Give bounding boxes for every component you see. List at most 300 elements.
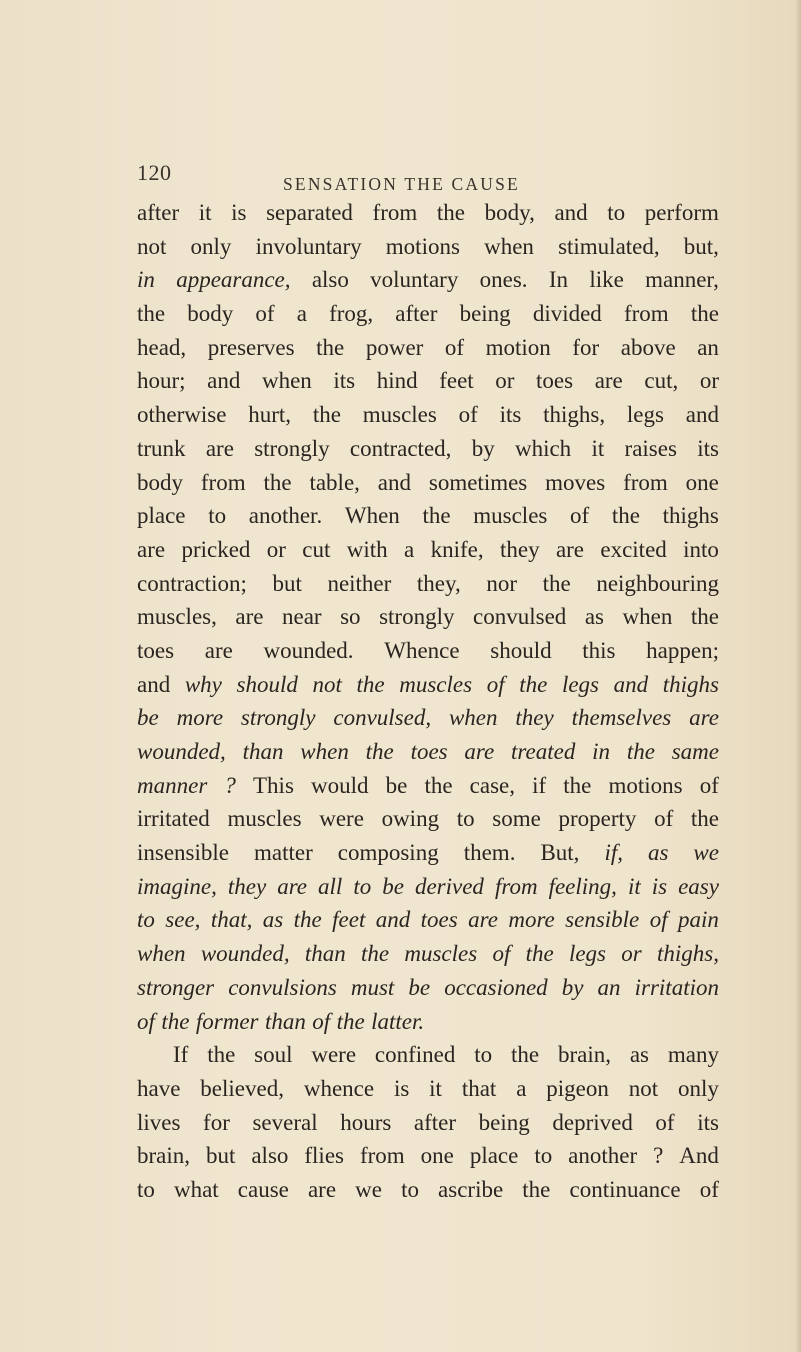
word: only xyxy=(678,1075,719,1101)
italic-word: the xyxy=(161,1008,190,1034)
text-line xyxy=(137,701,719,735)
word: of xyxy=(699,772,719,798)
italic-word: they xyxy=(515,705,554,731)
italic-word: are xyxy=(277,873,308,899)
italic-word: same xyxy=(671,739,719,764)
word: several xyxy=(252,1109,318,1135)
word: insensible xyxy=(137,840,229,866)
word: and xyxy=(554,200,588,225)
word: are xyxy=(235,604,264,630)
word: many xyxy=(667,1042,719,1068)
word: cut, xyxy=(644,368,679,394)
word: irritated xyxy=(137,806,210,832)
word: what xyxy=(173,1176,219,1202)
word: feet xyxy=(439,368,474,394)
word: cause xyxy=(237,1176,289,1202)
italic-word: see, xyxy=(165,907,201,933)
word: the xyxy=(422,503,451,529)
word: so xyxy=(340,604,361,630)
word: owing xyxy=(381,806,440,832)
italic-word: easy xyxy=(678,873,719,899)
word: are xyxy=(594,368,623,394)
word: or xyxy=(266,536,286,562)
italic-word: legs xyxy=(561,671,600,697)
word: place xyxy=(469,1143,519,1169)
text-line xyxy=(137,533,719,567)
word: another. xyxy=(248,503,323,529)
word: one xyxy=(685,469,719,495)
text-line xyxy=(137,836,719,870)
word: In xyxy=(548,267,569,293)
word: after xyxy=(413,1109,457,1135)
word: as xyxy=(584,604,604,630)
italic-word: feeling, xyxy=(548,873,617,899)
italic-word: when xyxy=(300,739,349,764)
word: if xyxy=(532,772,547,798)
word: whence xyxy=(303,1075,375,1101)
italic-word: than xyxy=(242,739,284,764)
word: with xyxy=(346,536,388,562)
italic-word: as xyxy=(647,840,669,866)
italic-word: manner xyxy=(137,772,208,798)
word: its xyxy=(333,368,356,394)
word: nor xyxy=(486,570,518,596)
word: brain, xyxy=(557,1042,611,1068)
word: stimulated, xyxy=(558,233,660,259)
italic-word: treated xyxy=(511,739,576,764)
word: trunk xyxy=(137,435,186,461)
word: are xyxy=(307,1176,337,1202)
word: after xyxy=(395,301,438,327)
word: of xyxy=(655,1109,675,1135)
word: they, xyxy=(416,570,461,596)
word: when xyxy=(261,368,312,394)
italic-word: the xyxy=(336,1008,365,1034)
word: should xyxy=(490,637,552,663)
word: also xyxy=(311,267,349,293)
text-line xyxy=(137,735,719,769)
italic-word: irritation xyxy=(634,974,719,1000)
italic-word: an xyxy=(597,974,621,1000)
text-line xyxy=(137,1139,719,1173)
word: from xyxy=(623,301,669,327)
word: from xyxy=(372,200,418,225)
word: hind xyxy=(376,368,418,394)
word: legs xyxy=(626,402,664,428)
italic-word: if, xyxy=(604,840,623,866)
word: also xyxy=(251,1143,289,1169)
word: excited xyxy=(600,536,667,562)
italic-word: ? xyxy=(224,772,236,798)
word: If xyxy=(173,1042,189,1068)
word: the xyxy=(563,772,592,798)
word: contracted, xyxy=(349,435,452,461)
word: the xyxy=(690,806,719,832)
word: flies xyxy=(304,1143,344,1169)
word: they xyxy=(499,536,540,562)
word: ascribe xyxy=(438,1176,504,1202)
italic-word: appearance, xyxy=(176,267,291,293)
word: a xyxy=(296,301,307,327)
running-head: SENSATION THE CAUSE xyxy=(283,174,520,194)
word: to xyxy=(534,1143,553,1169)
word: for xyxy=(203,1109,230,1135)
text-line xyxy=(137,1106,719,1140)
word: moves xyxy=(545,469,606,495)
italic-word: more xyxy=(176,705,224,731)
word: body xyxy=(137,469,183,495)
word: table, xyxy=(309,469,360,495)
word: ? xyxy=(653,1143,664,1169)
italic-word: or xyxy=(621,941,642,967)
word: happen; xyxy=(646,637,719,663)
text-line xyxy=(137,466,719,500)
word: case, xyxy=(469,772,515,798)
italic-word: should xyxy=(236,671,298,697)
word: raises xyxy=(624,435,677,461)
italic-word: from xyxy=(494,873,538,899)
italic-word: convulsed, xyxy=(333,705,432,731)
word: a xyxy=(404,536,415,562)
italic-word: we xyxy=(693,840,719,866)
word: is xyxy=(231,200,247,225)
italic-word: the xyxy=(365,739,394,764)
word: separated xyxy=(266,200,353,225)
word: Whence xyxy=(384,637,460,663)
word: to xyxy=(474,1042,493,1068)
word: frog, xyxy=(329,301,374,327)
word: from xyxy=(359,1143,405,1169)
text-line xyxy=(137,1072,719,1106)
word: and xyxy=(377,469,411,495)
italic-word: are xyxy=(689,705,719,731)
italic-word: imagine, xyxy=(137,873,217,899)
italic-word: by xyxy=(561,974,584,1000)
italic-word: pain xyxy=(677,907,719,933)
word: from xyxy=(200,469,246,495)
word: This xyxy=(253,772,294,798)
word: head, xyxy=(137,334,187,360)
italic-word: be xyxy=(408,974,431,1000)
word: we xyxy=(355,1176,382,1202)
word: And xyxy=(679,1143,719,1169)
word: the xyxy=(510,1042,540,1068)
text-line xyxy=(137,230,719,264)
italic-word: be xyxy=(137,705,159,731)
word: toes xyxy=(536,368,574,394)
italic-word: to xyxy=(137,907,155,933)
word: them. xyxy=(463,840,516,866)
word: toes xyxy=(137,637,175,663)
word: it xyxy=(198,200,212,225)
word: into xyxy=(683,536,719,562)
word: brain, xyxy=(137,1143,191,1169)
word: motion xyxy=(485,334,551,360)
italic-word: legs xyxy=(568,941,607,967)
word: preserves xyxy=(207,334,295,360)
italic-word: all xyxy=(318,873,343,899)
italic-word: why xyxy=(184,671,222,697)
italic-word: former xyxy=(195,1008,259,1034)
text-line xyxy=(137,600,719,634)
word: confined xyxy=(374,1042,456,1068)
word: this xyxy=(582,637,616,663)
word: neighbouring xyxy=(596,570,719,596)
text-line xyxy=(137,1005,719,1039)
word: but xyxy=(205,1143,236,1169)
italic-word: in xyxy=(592,739,611,764)
word: another xyxy=(568,1143,638,1169)
word: the xyxy=(312,402,341,428)
italic-word: strongly xyxy=(240,705,316,731)
word: and xyxy=(685,402,719,428)
text-line xyxy=(137,331,719,365)
word: continuance xyxy=(569,1176,681,1202)
word: property xyxy=(558,806,637,832)
word: muscles, xyxy=(137,604,217,630)
word: strongly xyxy=(254,435,330,461)
word: after xyxy=(137,200,180,225)
word: the xyxy=(263,469,292,495)
word: involuntary xyxy=(255,233,362,259)
word: strongly xyxy=(379,604,455,630)
word: motions xyxy=(608,772,683,798)
word: thighs, xyxy=(543,402,606,428)
word: power xyxy=(365,334,424,360)
italic-word: of xyxy=(486,671,505,697)
italic-word: must xyxy=(350,974,395,1000)
italic-word: when xyxy=(137,941,186,967)
italic-word: toes xyxy=(420,907,458,933)
body-text xyxy=(137,196,719,1207)
word: the xyxy=(424,772,453,798)
word: pigeon xyxy=(546,1075,609,1101)
text-line xyxy=(137,364,719,398)
italic-word: are xyxy=(468,907,498,933)
italic-word: of xyxy=(137,1008,155,1034)
word: matter xyxy=(254,840,313,866)
word: not xyxy=(628,1075,659,1101)
italic-word: when xyxy=(448,705,498,731)
italic-word: sensible xyxy=(565,907,640,933)
word: motions xyxy=(385,233,460,259)
word: convulsed xyxy=(473,604,567,630)
word: that xyxy=(461,1075,497,1101)
italic-word: derived xyxy=(414,873,484,899)
text-line xyxy=(137,297,719,331)
word: muscles xyxy=(227,806,302,832)
italic-word: wounded, xyxy=(137,739,226,764)
word: when xyxy=(484,233,534,259)
page-number: 120 xyxy=(137,160,172,185)
word: neither xyxy=(327,570,392,596)
word: divided xyxy=(532,301,602,327)
italic-word: they xyxy=(227,873,267,899)
text-line xyxy=(137,432,719,466)
word: for xyxy=(572,334,600,360)
text-line xyxy=(137,567,719,601)
word: only xyxy=(190,233,232,259)
word: were xyxy=(311,1042,357,1068)
italic-word: and xyxy=(375,907,411,933)
word: were xyxy=(319,806,364,832)
word: but xyxy=(272,570,302,596)
italic-word: in xyxy=(137,267,155,293)
word: believed, xyxy=(200,1075,284,1101)
word: of xyxy=(654,806,674,832)
word: manner, xyxy=(645,267,719,293)
word: be xyxy=(385,772,408,798)
word: a xyxy=(516,1075,527,1101)
word: deprived xyxy=(552,1109,633,1135)
word: the xyxy=(207,1042,236,1068)
word: the xyxy=(542,570,571,596)
text-line xyxy=(137,263,719,297)
word: is xyxy=(393,1075,410,1101)
italic-word: as xyxy=(262,907,284,933)
word: wounded. xyxy=(263,637,354,663)
word: the xyxy=(611,503,640,529)
word: muscles xyxy=(473,503,548,529)
word: of xyxy=(255,301,275,327)
word: place xyxy=(137,503,186,529)
word: by xyxy=(471,435,495,461)
italic-word: the xyxy=(626,739,655,764)
italic-word: thighs xyxy=(662,671,719,697)
word: lives xyxy=(137,1109,181,1135)
word: its xyxy=(697,1109,719,1135)
word: an xyxy=(697,334,719,360)
text-line xyxy=(137,769,719,803)
word: above xyxy=(620,334,676,360)
word: are xyxy=(555,536,585,562)
italic-word: to xyxy=(353,873,372,899)
word: not xyxy=(137,233,167,259)
italic-word: the xyxy=(356,671,385,697)
word: soul xyxy=(254,1042,293,1068)
italic-word: muscles xyxy=(404,941,478,967)
text-line xyxy=(137,870,719,904)
word: voluntary xyxy=(370,267,459,293)
italic-word: feet xyxy=(332,907,366,933)
word: ones. xyxy=(479,267,528,293)
italic-word: stronger xyxy=(137,974,215,1000)
italic-word: themselves xyxy=(571,705,672,731)
word: hurt, xyxy=(248,402,292,428)
word: the xyxy=(137,301,166,327)
word: of xyxy=(458,402,478,428)
word: pricked xyxy=(181,536,251,562)
word: are xyxy=(137,536,166,562)
italic-word: not xyxy=(312,671,342,697)
word: it xyxy=(429,1075,442,1101)
italic-word: that, xyxy=(210,907,253,933)
italic-word: occasioned xyxy=(444,974,548,1000)
word: to xyxy=(456,806,475,832)
word: some xyxy=(492,806,541,832)
text-line xyxy=(137,802,719,836)
text-line xyxy=(137,903,719,937)
word: to xyxy=(208,503,227,529)
italic-word: of xyxy=(649,907,668,933)
word: muscles xyxy=(362,402,437,428)
word: but, xyxy=(683,233,719,259)
word: as xyxy=(629,1042,649,1068)
word: its xyxy=(499,402,522,428)
italic-word: convulsions xyxy=(228,974,337,1000)
word: knife, xyxy=(430,536,484,562)
text-line xyxy=(137,634,719,668)
italic-word: latter. xyxy=(371,1008,425,1034)
italic-word: thighs, xyxy=(656,941,719,967)
italic-word: the xyxy=(519,671,548,697)
word: are xyxy=(205,435,234,461)
word: which xyxy=(514,435,572,461)
word: composing xyxy=(337,840,439,866)
word: body xyxy=(187,301,234,327)
word: body, xyxy=(484,200,535,225)
word: when xyxy=(622,604,673,630)
word: the xyxy=(436,200,465,225)
word: sometimes xyxy=(428,469,528,495)
italic-word: than xyxy=(304,941,346,967)
italic-word: is xyxy=(651,873,668,899)
word: from xyxy=(623,469,668,495)
word: have xyxy=(137,1075,181,1101)
text-line xyxy=(137,1038,719,1072)
text-line xyxy=(137,1173,719,1207)
italic-word: of xyxy=(492,941,511,967)
text-line xyxy=(137,398,719,432)
word: being xyxy=(459,301,511,327)
italic-word: toes xyxy=(410,739,448,764)
italic-word: are xyxy=(464,739,495,764)
word: and xyxy=(207,368,241,394)
word: contraction; xyxy=(137,570,247,596)
word: or xyxy=(699,368,719,394)
word: thighs xyxy=(662,503,719,529)
word: would xyxy=(311,772,369,798)
italic-word: of xyxy=(312,1008,331,1034)
text-line xyxy=(137,937,719,971)
word: cut xyxy=(302,536,331,562)
word: to xyxy=(137,1176,155,1202)
word: to xyxy=(401,1176,419,1202)
italic-word: than xyxy=(264,1008,306,1034)
word: like xyxy=(589,267,624,293)
italic-word: be xyxy=(382,873,404,899)
text-line xyxy=(137,668,719,702)
word: hours xyxy=(340,1109,392,1135)
word: and xyxy=(137,671,171,697)
text-line xyxy=(137,196,719,230)
word: the xyxy=(690,301,719,327)
word: otherwise xyxy=(137,402,227,428)
word: or xyxy=(495,368,515,394)
word: being xyxy=(478,1109,530,1135)
word: of xyxy=(570,503,590,529)
italic-word: the xyxy=(293,907,322,933)
word: the xyxy=(690,604,719,630)
word: one xyxy=(420,1143,454,1169)
italic-word: the xyxy=(361,941,390,967)
text-line xyxy=(137,971,719,1005)
word: hour; xyxy=(137,368,186,394)
italic-word: and xyxy=(613,671,649,697)
word: of xyxy=(699,1176,719,1202)
italic-word: it xyxy=(627,873,641,899)
word: of xyxy=(444,334,465,360)
